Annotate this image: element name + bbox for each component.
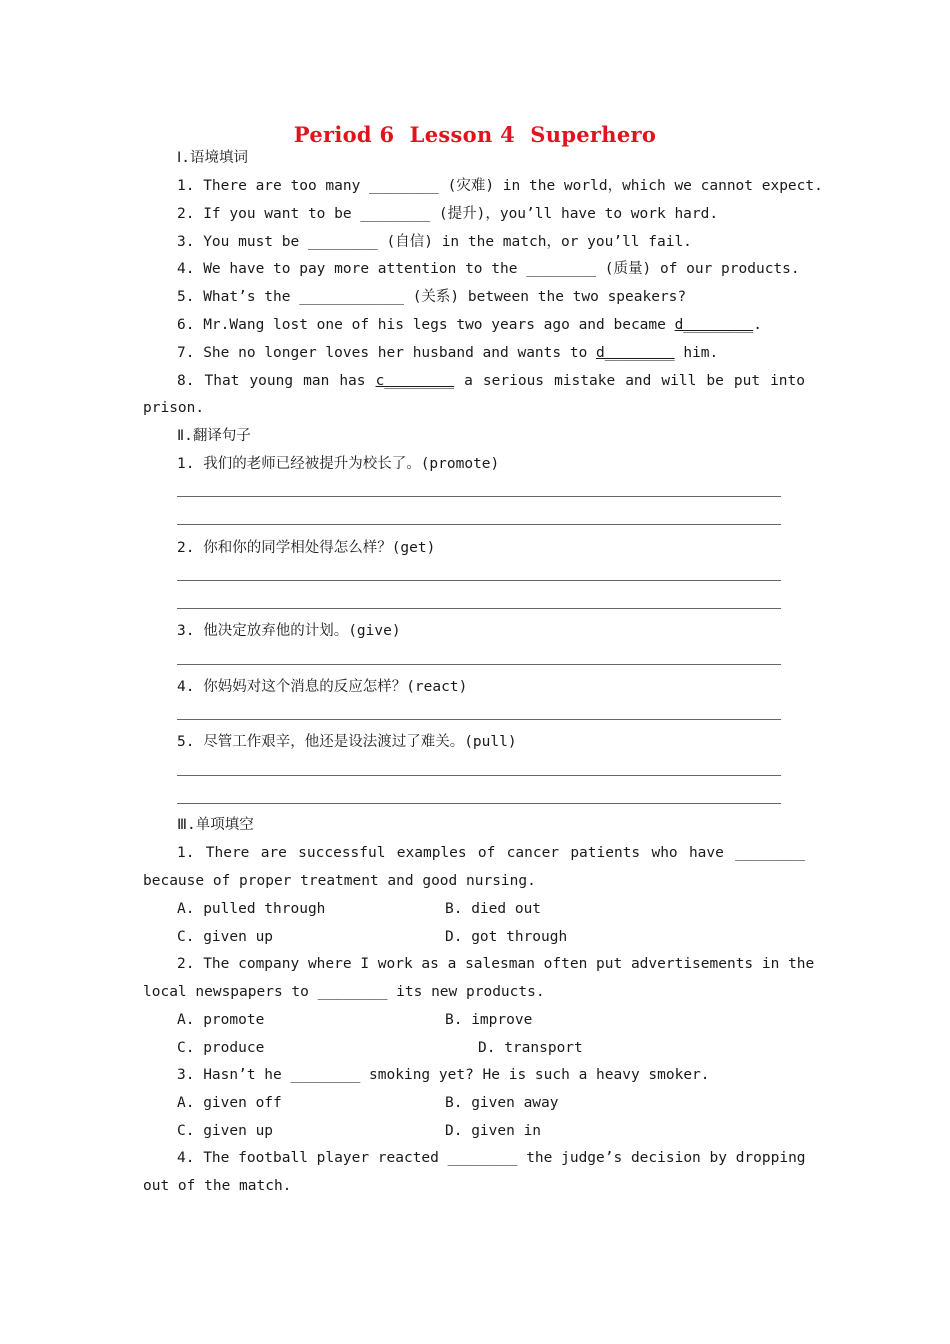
mc-option-c: C. given up [177,929,274,945]
mc-option-c: C. given up [177,1123,274,1139]
answer-line [177,608,781,609]
fill-item-8-text: 8. That young man has [177,373,376,389]
fill-item-3: 3. You must be ________ (自信) in the match，or you’ll fail. [177,234,692,250]
mc-question-2: 2. The company where I work as a salesman often put advertisements in the [177,956,815,972]
fill-item-5: 5. What’s the ____________ (关系) between the two speakers? [177,289,687,305]
mc-option-b: B. died out [445,901,542,917]
translate-item-5: 5. 尽管工作艰辛，他还是设法渡过了难关。(pull) [177,734,517,750]
fill-item-2: 2. If you want to be ________ (提升)，you’ll have to work hard. [177,206,719,222]
fill-item-6-text: 6. Mr.Wang lost one of his legs two years ago and became [177,317,675,333]
mc-option-b: B. improve [445,1012,533,1028]
section-3-heading: Ⅲ.单项填空 [177,817,254,833]
fill-item-8-cont: prison. [143,400,205,416]
answer-line [177,719,781,720]
answer-line [177,664,781,665]
mc-option-d: D. got through [445,929,568,945]
answer-line [177,496,781,497]
fill-item-7-blank: d________ [596,345,675,361]
mc-option-c: C. produce [177,1040,265,1056]
fill-item-4: 4. We have to pay more attention to the ________ (质量) of our products. [177,261,800,277]
fill-item-7-text: 7. She no longer loves her husband and wants to [177,345,597,361]
fill-item-8 [177,371,805,391]
fill-item-7 [177,343,718,363]
mc-option-b: B. given away [445,1095,559,1111]
translate-item-1: 1. 我们的老师已经被提升为校长了。(promote) [177,456,500,472]
mc-option-a: A. pulled through [177,901,326,917]
fill-item-6-blank: d________ [674,317,754,333]
mc-question-2-cont: local newspapers to ________ its new products. [143,984,545,1000]
answer-line [177,580,781,581]
section-2-heading: Ⅱ.翻译句子 [177,428,251,444]
mc-option-a: A. given off [177,1095,282,1111]
mc-option-d: D. transport [478,1040,583,1056]
translate-item-2: 2. 你和你的同学相处得怎么样？(get) [177,540,436,556]
section-1-heading: Ⅰ.语境填词 [177,150,249,166]
mc-question-1-cont: because of proper treatment and good nursing. [143,873,536,889]
page-title: Period 6 Lesson 4 Superhero [293,122,657,147]
fill-item-1: 1. There are too many ________ (灾难) in the world，which we cannot expect. [177,178,823,194]
mc-question-4-cont: out of the match. [143,1178,292,1194]
fill-item-6 [177,315,762,335]
translate-item-3: 3. 他决定放弃他的计划。(give) [177,623,401,639]
fill-item-6-end: . [753,317,762,333]
answer-line [177,775,781,776]
fill-item-7-end: him. [674,345,719,361]
fill-item-8-end: a serious mistake and will be put into [454,373,805,389]
answer-line [177,803,781,804]
mc-question-1: 1. There are successful examples of cancer patients who have ________ [177,845,805,861]
translate-item-4: 4. 你妈妈对这个消息的反应怎样？(react) [177,679,468,695]
fill-item-8-blank: c________ [375,373,455,389]
mc-question-4: 4. The football player reacted ________ the judge’s decision by dropping [177,1150,806,1166]
mc-option-a: A. promote [177,1012,265,1028]
mc-question-3: 3. Hasn’t he ________ smoking yet? He is such a heavy smoker. [177,1067,710,1083]
answer-line [177,524,781,525]
mc-option-d: D. given in [445,1123,542,1139]
